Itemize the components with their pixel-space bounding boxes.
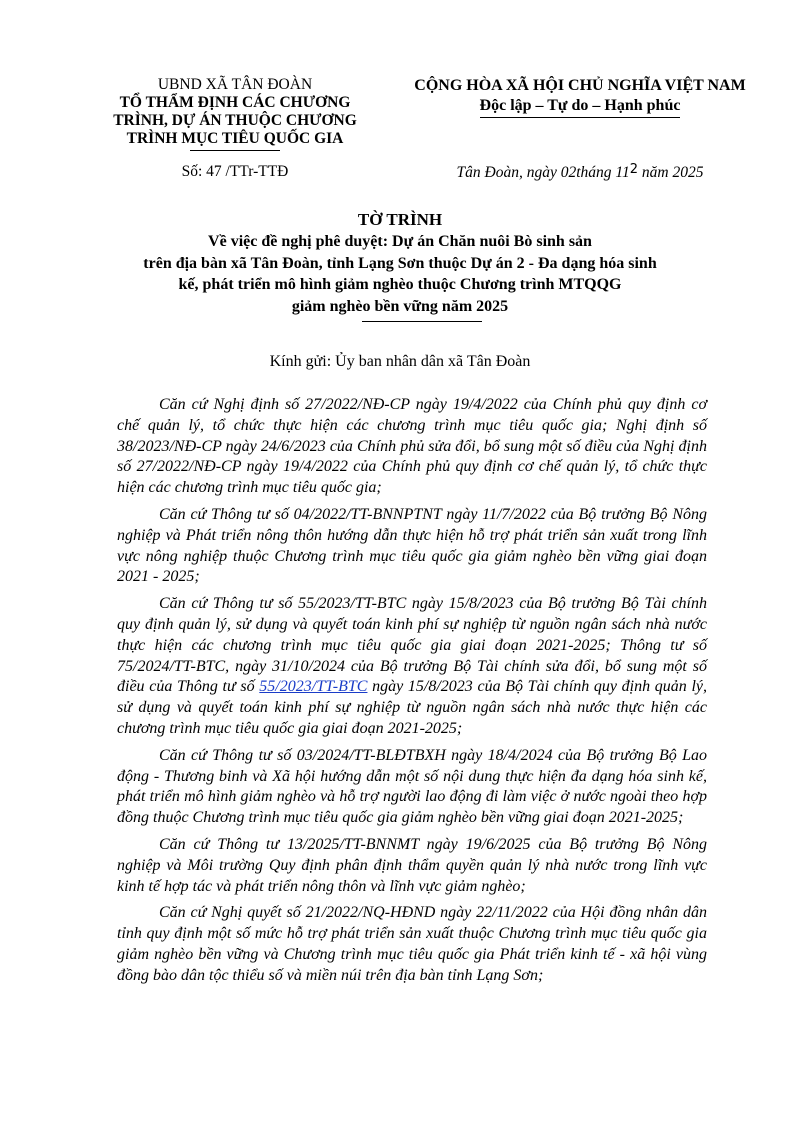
committee-name-line3: TRÌNH MỤC TIÊU QUỐC GIA bbox=[126, 130, 344, 147]
national-heading bbox=[385, 76, 775, 118]
legal-basis-paragraph: Căn cứ Thông tư số 03/2024/TT-BLĐTBXH ngày 18/4/2024 của Bộ trưởng Bộ Lao động - Thương binh và Xã hội hướng dẫn một số nội dung thực hiện đa dạng hóa sinh kế, phát triển mô hình giảm nghèo và hỗ trợ người lao động đi làm việc ở nước ngoài theo hợp đồng thuộc Chương trình mục tiêu quốc gia giảm nghèo bền vững giai đoạn 2021-2025; bbox=[117, 746, 707, 827]
legal-basis-paragraph: Căn cứ Nghị quyết số 21/2022/NQ-HĐND ngày 22/11/2022 của Hội đồng nhân dân tỉnh quy định một số mức hỗ trợ phát triển sản xuất thuộc Chương trình mục tiêu quốc gia giảm nghèo bền vững và Chương trình mục tiêu quốc gia Phát triển kinh tế - xã hội vùng đồng bào dân tộc thiểu số và miền núi trên địa bàn tỉnh Lạng Sơn; bbox=[117, 904, 707, 984]
country-name: CỘNG HÒA XÃ HỘI CHỦ NGHĨA VIỆT NAM bbox=[414, 77, 746, 94]
date-text-start: Tân Đoàn, ngày 02tháng 11 bbox=[456, 164, 630, 181]
subject-line-4: giảm nghèo bền vững năm 2025 bbox=[291, 297, 509, 315]
paragraph-text: Căn cứ Thông tư số 55/2023/TT-BTC ngày 15/8/2023 của Bộ trưởng Bộ Tài chính quy định quản lý, sử dụng và quyết toán kinh phí sự nghiệp từ nguồn ngân sách nhà nước thực hiện các chương trình mục tiêu quốc gia giai đoạn 2021-2025; Thông tư số 75/2024/TT-BTC, ngày 31/10/2024 của Bộ trưởng Bộ Tài chính sửa đổi, bổ sung một số điều của Thông tư số bbox=[117, 595, 707, 696]
document-type-title: TỜ TRÌNH bbox=[357, 210, 443, 229]
legal-basis-paragraph: Căn cứ Nghị định số 27/2022/NĐ-CP ngày 19/4/2022 của Chính phủ quy định cơ chế quản lý, tổ chức thực hiện các chương trình mục tiêu quốc gia; Nghị định số 38/2023/NĐ-CP ngày 24/6/2023 của Chính phủ sửa đổi, bổ sung một số điều của Nghị định số 27/2022/NĐ-CP ngày 19/4/2022 của Chính phủ quy định cơ chế quản lý, tổ chức thực hiện các chương trình mục tiêu quốc gia; bbox=[117, 396, 707, 497]
document-number: Số: 47 /TTr-TTĐ bbox=[181, 163, 289, 180]
place-and-date bbox=[385, 162, 775, 182]
document-body bbox=[117, 395, 707, 993]
legal-basis-paragraph bbox=[117, 594, 707, 740]
handwritten-date-mark: 2 bbox=[629, 162, 639, 177]
document-subject bbox=[60, 231, 740, 317]
legal-basis-paragraph: Căn cứ Thông tư 13/2025/TT-BNNMT ngày 19/6/2025 của Bộ trưởng Bộ Nông nghiệp và Môi trường Quy định phân định thẩm quyền quản lý nhà nước trong lĩnh vực kinh tế hợp tác và phát triển nông thôn và lĩnh vực giảm nghèo; bbox=[117, 835, 707, 895]
circular-reference-link[interactable]: 55/2023/TT-BTC bbox=[259, 678, 368, 696]
recipient-line: Kính gửi: Ủy ban nhân dân xã Tân Đoàn bbox=[269, 353, 531, 370]
authority-name: UBND XÃ TÂN ĐOÀN bbox=[157, 76, 313, 93]
legal-basis-paragraph: Căn cứ Thông tư số 04/2022/TT-BNNPTNT ngày 11/7/2022 của Bộ trưởng Bộ Nông nghiệp và Phát triển nông thôn hướng dẫn thực hiện hỗ trợ phát triển sản xuất trong lĩnh vực nông nghiệp thuộc Chương trình mục tiêu quốc gia giảm nghèo bền vững giai đoạn 2021 - 2025; bbox=[117, 505, 707, 586]
authority-underline bbox=[190, 150, 280, 151]
subject-underline bbox=[362, 321, 482, 322]
subject-line-1: Về việc đề nghị phê duyệt: Dự án Chăn nuôi Bò sinh sản bbox=[208, 233, 592, 250]
date-text-end: năm 2025 bbox=[638, 164, 704, 181]
committee-name-line2: TRÌNH, DỰ ÁN THUỘC CHƯƠNG bbox=[113, 112, 357, 129]
national-motto: Độc lập – Tự do – Hạnh phúc bbox=[480, 96, 681, 118]
paragraph-text: ngày 15/8/2023 của Bộ Tài chính quy định quản lý, sử dụng và quyết toán kinh phí sự nghiệp từ nguồn ngân sách nhà nước thực hiện các chương trình mục tiêu quốc gia giai đoạn 2021-2025; bbox=[117, 678, 707, 737]
subject-line-2: trên địa bàn xã Tân Đoàn, tỉnh Lạng Sơn thuộc Dự án 2 - Đa dạng hóa sinh bbox=[143, 254, 657, 272]
issuing-authority bbox=[100, 76, 370, 151]
subject-line-3: kế, phát triển mô hình giảm nghèo thuộc Chương trình MTQQG bbox=[178, 276, 622, 293]
committee-name-line1: TỔ THẨM ĐỊNH CÁC CHƯƠNG bbox=[119, 94, 351, 111]
